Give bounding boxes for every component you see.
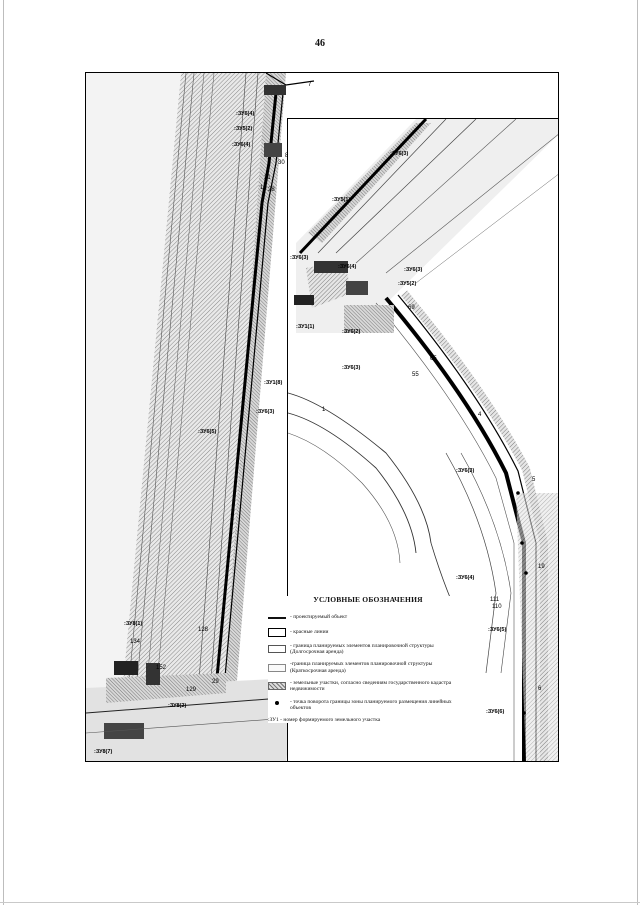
legend-item-text: -граница планируемых элементов планировочной структуры (Краткосрочная аренда) [290, 661, 433, 674]
parcel-label: :ЗУ6(3) [404, 267, 423, 273]
vertex-dot-icon [268, 701, 286, 709]
parcel-label: :ЗУ5(2) [398, 281, 417, 287]
parcel-label: :ЗУ6(6) [486, 709, 505, 715]
point-number: 129 [186, 687, 197, 693]
legend-item [268, 699, 468, 712]
boundary-long-lease-icon [268, 645, 286, 653]
point-number: 128 [198, 627, 209, 633]
parcel-label: :ЗУ6(5) [488, 627, 507, 633]
parcel-label: :ЗУ6(3) [256, 409, 275, 415]
point-number: 28 [268, 187, 275, 193]
point-number: 19 [538, 564, 545, 570]
point-number: 30 [278, 160, 285, 166]
legend-item [268, 628, 468, 637]
point-number: 111 [490, 597, 500, 603]
page-edge-right [637, 0, 638, 905]
legend-zu-note: :ЗУ1 - номер формируемого земельного участка [268, 717, 381, 724]
hatched-parcel-icon [268, 682, 286, 690]
legend-item-text: - земельные участки, согласно сведениям государственного кадастра недвижимости [290, 679, 452, 693]
red-line-box-icon [268, 628, 286, 637]
point-number: 16 [260, 185, 267, 191]
legend-item [268, 643, 468, 656]
parcel-label: :ЗУ6(4) [236, 111, 255, 117]
parcel-label: :ЗУ6(3) [342, 365, 361, 371]
legend-item-text: - красные линии [290, 628, 329, 635]
page-edge-left [3, 0, 4, 905]
parcel-label: :ЗУ6(3) [290, 255, 309, 261]
legend-item-text: - точка поворота границы зоны планируемого размещения линейных объектов [290, 698, 452, 711]
point-number: 69 [408, 305, 415, 311]
parcel-label: :ЗУ8(1) [124, 621, 143, 627]
point-number: 65 [430, 356, 437, 362]
point-number: 8 [285, 153, 289, 159]
parcel-label: :ЗУ6(4) [232, 142, 251, 148]
boundary-short-lease-icon [268, 664, 286, 672]
parcel-label: :ЗУ6(3) [390, 151, 409, 157]
point-number: 29 [212, 679, 219, 685]
legend-item [268, 614, 468, 622]
point-number: 7 [308, 82, 312, 88]
parcel-label: :ЗУ5(1) [332, 197, 351, 203]
project-line-icon [268, 617, 286, 619]
point-number: 134 [130, 639, 141, 645]
legend-title: УСЛОВНЫЕ ОБОЗНАЧЕНИЯ [313, 595, 423, 604]
legend-item-text: - граница планируемых элементов планировочной структуры (Долгосрочная аренда) [290, 642, 434, 655]
point-number: 4 [478, 412, 482, 418]
parcel-label: :ЗУ5(2) [234, 126, 253, 132]
legend-item-text: - проектируемый объект [290, 614, 348, 621]
parcel-label: :ЗУ1(1) [296, 324, 315, 330]
legend-item [268, 661, 468, 674]
parcel-label: :ЗУ8(2) [168, 703, 187, 709]
parcel-label: :ЗУ6(5) [198, 429, 217, 435]
parcel-label: :ЗУ1(8) [264, 380, 283, 386]
point-number: 5 [532, 477, 536, 483]
point-number: 55 [412, 372, 419, 378]
parcel-label: :ЗУ6(4) [456, 575, 475, 581]
page-edge-bottom [0, 902, 640, 903]
parcel-label: :ЗУ6(3) [456, 468, 475, 474]
point-number: 6 [538, 686, 542, 692]
map-legend [268, 596, 468, 723]
point-number: 1 [322, 407, 326, 413]
legend-item [268, 680, 468, 693]
point-number: 21 [264, 175, 271, 181]
point-number: 152 [156, 665, 167, 671]
parcel-label: :ЗУ6(2) [342, 329, 361, 335]
parcel-label: :ЗУ8(7) [94, 749, 113, 755]
point-number: 110 [492, 604, 502, 610]
page-number: 46 [315, 38, 325, 49]
parcel-label: :ЗУ6(4) [338, 264, 357, 270]
